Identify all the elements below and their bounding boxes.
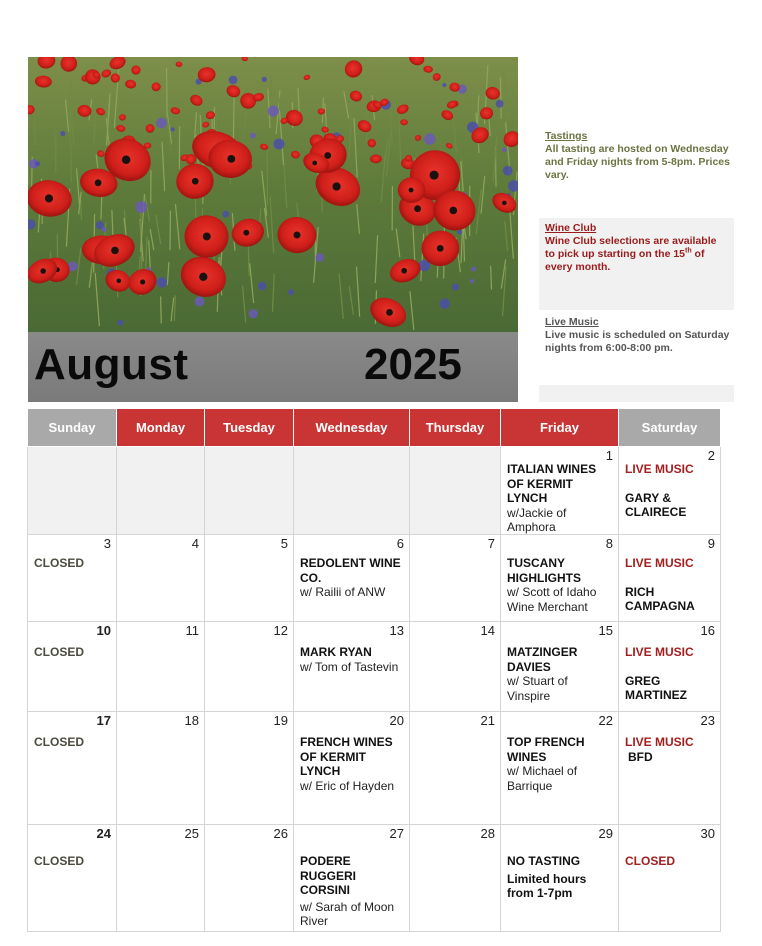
live-music-label: LIVE MUSIC <box>625 735 694 749</box>
day-number: 4 <box>191 536 199 551</box>
wine-club-info <box>539 218 734 310</box>
day-cell <box>501 447 619 535</box>
day-number: 23 <box>700 713 715 728</box>
live-music-info <box>539 314 746 357</box>
day-number: 12 <box>273 623 288 638</box>
week-row <box>28 622 721 712</box>
event-title: TOP FRENCH WINES <box>507 735 585 764</box>
day-cell <box>294 535 410 622</box>
closed-label: CLOSED <box>34 645 85 659</box>
day-cell <box>294 825 410 932</box>
day-cell <box>501 535 619 622</box>
day-number: 13 <box>389 623 404 638</box>
day-number: 2 <box>707 448 715 463</box>
year-title: 2025 <box>364 340 462 389</box>
day-cell <box>501 622 619 712</box>
week-row <box>28 535 721 622</box>
day-number: 27 <box>389 826 404 841</box>
day-cell <box>619 535 721 622</box>
event-note: Limited hours from 1-7pm <box>507 871 587 900</box>
day-number: 16 <box>700 623 715 638</box>
header-wednesday: Wednesday <box>294 409 410 447</box>
day-number: 3 <box>103 536 111 551</box>
day-number: 29 <box>598 826 613 841</box>
week-row <box>28 825 721 932</box>
day-number: 18 <box>184 713 199 728</box>
tasting-event <box>300 735 405 793</box>
tasting-event <box>300 556 405 600</box>
day-cell <box>410 622 501 712</box>
day-number: 11 <box>185 623 199 638</box>
info-divider-strip <box>539 385 734 402</box>
day-cell <box>619 622 721 712</box>
calendar-grid <box>27 408 721 932</box>
day-cell <box>501 712 619 825</box>
day-cell <box>619 825 721 932</box>
tastings-heading: Tastings <box>545 130 588 142</box>
closed-label: CLOSED <box>625 854 676 868</box>
day-cell <box>410 535 501 622</box>
event-host: w/ Eric of Hayden <box>300 778 395 793</box>
week-row <box>28 712 721 825</box>
day-number: 1 <box>605 448 613 463</box>
wine-club-text: Wine Club selections are available to pick up starting on the 15th of every month. <box>545 235 717 273</box>
music-act: GREG MARTINEZ <box>625 673 687 702</box>
day-cell-empty <box>28 447 117 535</box>
closed-label: CLOSED <box>34 735 85 749</box>
header-saturday: Saturday <box>619 409 721 447</box>
event-title: PODERE RUGGERI CORSINI <box>300 854 357 897</box>
day-number: 15 <box>598 623 613 638</box>
tasting-event <box>507 462 614 535</box>
day-cell <box>294 622 410 712</box>
day-cell <box>205 712 294 825</box>
day-number: 9 <box>707 536 715 551</box>
event-title: MATZINGER DAVIES <box>507 645 578 674</box>
music-act: GARY & CLAIRECE <box>625 490 687 519</box>
event-host: w/ Tom of Tastevin <box>300 659 399 674</box>
day-cell <box>619 712 721 825</box>
event-title: ITALIAN WINES OF KERMIT LYNCH <box>507 462 597 505</box>
day-number: 6 <box>396 536 404 551</box>
event-host: w/ Michael of Barrique <box>507 764 578 793</box>
day-cell <box>205 535 294 622</box>
event-title: NO TASTING <box>507 854 581 868</box>
weekday-header-row <box>28 409 721 447</box>
day-cell <box>28 622 117 712</box>
music-event <box>625 556 716 614</box>
day-cell <box>28 825 117 932</box>
tasting-event <box>507 645 614 703</box>
day-number: 25 <box>184 826 199 841</box>
day-cell <box>117 825 205 932</box>
day-cell <box>619 447 721 535</box>
week-row <box>28 447 721 535</box>
day-cell <box>28 535 117 622</box>
day-number: 26 <box>273 826 288 841</box>
tastings-info <box>539 128 746 184</box>
day-cell <box>294 712 410 825</box>
event-title: MARK RYAN <box>300 645 372 659</box>
month-title: August <box>34 340 189 389</box>
closed-label: CLOSED <box>34 854 85 868</box>
tastings-text: All tasting are hosted on Wednesday and Friday nights from 5-8pm. Prices vary. <box>545 143 730 181</box>
event-host: w/Jackie of Amphora <box>507 505 567 534</box>
music-event <box>625 735 716 764</box>
event-title: FRENCH WINES OF KERMIT LYNCH <box>300 735 393 778</box>
live-music-label: LIVE MUSIC <box>625 462 694 476</box>
day-number: 5 <box>280 536 288 551</box>
day-number: 21 <box>480 713 495 728</box>
tasting-event <box>300 645 405 674</box>
day-cell <box>117 712 205 825</box>
live-music-text: Live music is scheduled on Saturday nights from 6:00-8:00 pm. <box>545 329 730 354</box>
day-number: 17 <box>96 713 111 728</box>
day-cell <box>205 825 294 932</box>
day-cell-empty <box>205 447 294 535</box>
day-cell <box>205 622 294 712</box>
music-event <box>625 462 716 520</box>
day-number: 10 <box>96 623 111 638</box>
header-thursday: Thursday <box>410 409 501 447</box>
tasting-event <box>507 735 614 793</box>
day-cell <box>117 622 205 712</box>
day-number: 24 <box>96 826 111 841</box>
event-host: w/ Scott of Idaho Wine Merchant <box>507 585 597 614</box>
day-number: 30 <box>700 826 715 841</box>
day-cell-empty <box>117 447 205 535</box>
header-monday: Monday <box>117 409 205 447</box>
live-music-label: LIVE MUSIC <box>625 556 694 570</box>
day-cell-empty <box>294 447 410 535</box>
day-cell <box>501 825 619 932</box>
header-sunday: Sunday <box>28 409 117 447</box>
month-title-band <box>28 332 518 402</box>
tasting-event <box>300 854 405 929</box>
day-number: 22 <box>598 713 613 728</box>
day-cell <box>410 825 501 932</box>
wine-club-heading: Wine Club <box>545 222 597 234</box>
day-number: 14 <box>480 623 495 638</box>
event-host: w/ Railii of ANW <box>300 585 386 599</box>
day-number: 20 <box>389 713 404 728</box>
tasting-event <box>507 556 614 614</box>
day-cell <box>117 535 205 622</box>
day-number: 8 <box>605 536 613 551</box>
day-number: 7 <box>487 536 495 551</box>
day-number: 19 <box>273 713 288 728</box>
tasting-event <box>507 854 614 901</box>
day-cell <box>410 712 501 825</box>
live-music-label: LIVE MUSIC <box>625 645 694 659</box>
header-tuesday: Tuesday <box>205 409 294 447</box>
header-friday: Friday <box>501 409 619 447</box>
day-cell <box>28 712 117 825</box>
closed-label: CLOSED <box>34 556 85 570</box>
live-music-heading: Live Music <box>545 316 599 328</box>
poppy-field-photo <box>28 57 518 332</box>
day-cell-empty <box>410 447 501 535</box>
music-act: BFD <box>628 749 653 764</box>
day-number: 28 <box>480 826 495 841</box>
event-title: REDOLENT WINE CO. <box>300 556 401 585</box>
event-host: w/ Sarah of Moon River <box>300 899 395 928</box>
event-title: TUSCANY HIGHLIGHTS <box>507 556 581 585</box>
event-host: w/ Stuart of Vinspire <box>507 674 568 703</box>
music-act: RICH CAMPAGNA <box>625 584 695 613</box>
music-event <box>625 645 716 703</box>
